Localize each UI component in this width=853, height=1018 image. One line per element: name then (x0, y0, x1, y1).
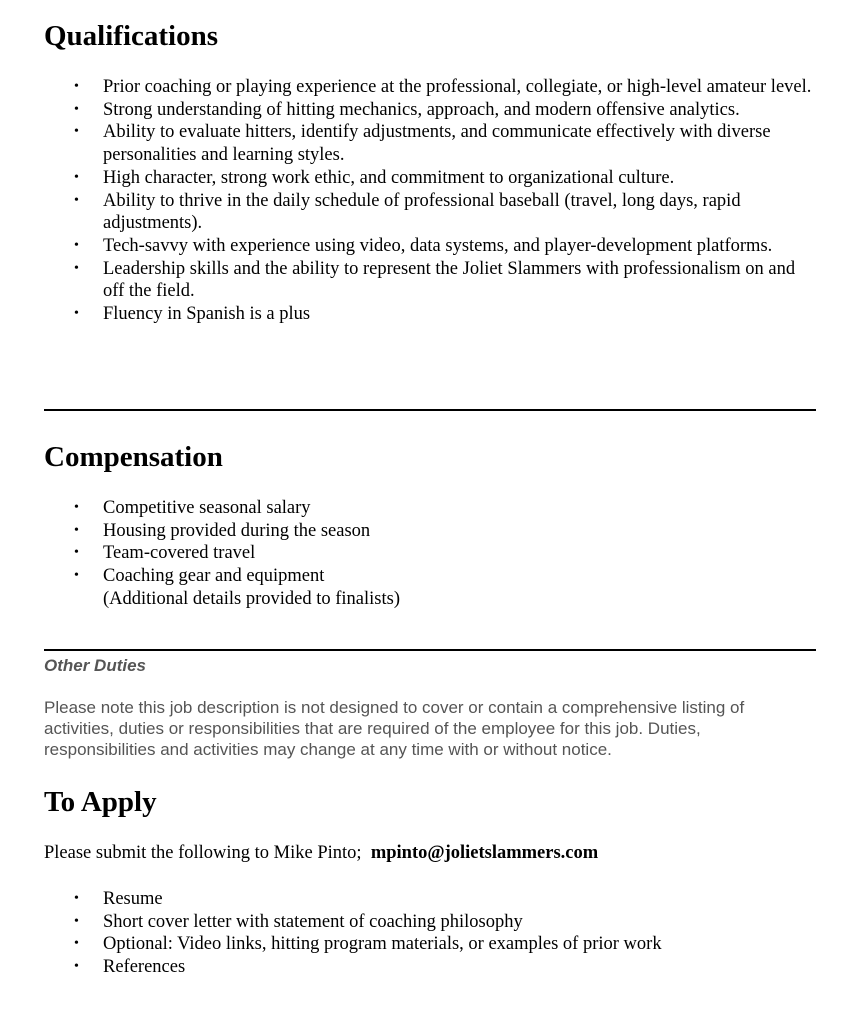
bullet-icon: • (74, 522, 79, 538)
list-item (44, 258, 816, 303)
qualifications-heading: Qualifications (44, 20, 219, 52)
bullet-icon: • (74, 891, 79, 906)
bullet-icon: • (74, 959, 79, 975)
bullet-icon: • (74, 306, 79, 322)
list-item (44, 167, 816, 190)
section-divider (44, 649, 816, 651)
bullet-icon: • (74, 913, 79, 929)
list-item-text: Housing provided during the season (103, 520, 371, 541)
bullet-icon: • (74, 500, 79, 515)
bullet-icon: • (74, 237, 79, 253)
contact-email: mpinto@jolietslammers.com (370, 843, 599, 863)
list-item-text: Strong understanding of hitting mechanics, approach, and modern offensive analytics. (103, 99, 740, 120)
list-item (44, 542, 816, 565)
qualifications-list (44, 76, 816, 326)
bullet-icon: • (74, 936, 79, 952)
list-item (44, 235, 816, 258)
bullet-icon: • (74, 568, 79, 584)
list-item (44, 888, 816, 911)
list-item-text: Resume (103, 889, 163, 909)
bullet-icon: • (74, 101, 79, 117)
bullet-icon: • (74, 169, 79, 185)
list-item (44, 956, 816, 979)
bullet-icon: • (74, 124, 79, 140)
to-apply-heading: To Apply (44, 786, 157, 818)
list-item-text: Competitive seasonal salary (103, 498, 311, 518)
list-item (44, 121, 816, 166)
list-item (44, 497, 816, 520)
other-duties-heading: Other Duties (44, 656, 147, 675)
list-item-text: Short cover letter with statement of coaching philosophy (103, 911, 523, 932)
bullet-icon: • (74, 545, 79, 561)
bullet-icon: • (74, 260, 79, 276)
list-item (44, 520, 816, 543)
list-item-text: Ability to thrive in the daily schedule of professional baseball (travel, long days, rapid adjustments). (103, 190, 741, 234)
list-item (44, 76, 816, 99)
apply-intro: Please submit the following to Mike Pinto; (44, 843, 362, 863)
apply-instructions (44, 843, 598, 864)
list-item (44, 911, 816, 934)
list-item (44, 565, 816, 610)
section-divider (44, 409, 816, 411)
compensation-list (44, 497, 816, 611)
apply-list (44, 888, 816, 979)
bullet-icon: • (74, 79, 79, 94)
list-item (44, 933, 816, 956)
list-item-text: Team-covered travel (103, 543, 256, 564)
list-item-text: Ability to evaluate hitters, identify adjustments, and communicate effectively with diverse personalities and learning styles. (103, 122, 771, 166)
bullet-icon: • (74, 192, 79, 208)
compensation-heading: Compensation (44, 441, 223, 473)
list-item-text: Tech-savvy with experience using video, data systems, and player-development platforms. (103, 235, 773, 256)
list-item (44, 303, 816, 326)
list-item-text: Optional: Video links, hitting program materials, or examples of prior work (103, 934, 662, 955)
compensation-note: (Additional details provided to finalists) (103, 588, 400, 609)
list-item-text: Leadership skills and the ability to represent the Joliet Slammers with professionalism on and off the field. (103, 258, 796, 302)
list-item-text: Prior coaching or playing experience at the professional, collegiate, or high-level amateur level. (103, 77, 812, 97)
list-item-text: References (103, 957, 186, 978)
list-item-text: Fluency in Spanish is a plus (103, 304, 311, 325)
list-item (44, 190, 816, 235)
list-item (44, 99, 816, 122)
other-duties-body: Please note this job description is not designed to cover or contain a comprehensive listing of activities, duties or responsibilities that are required of the employee for this job. Duties, responsibilities and activities may change at any time with or without notice. (44, 698, 745, 759)
list-item-text: Coaching gear and equipment (103, 566, 325, 587)
list-item-text: High character, strong work ethic, and commitment to organizational culture. (103, 167, 675, 188)
